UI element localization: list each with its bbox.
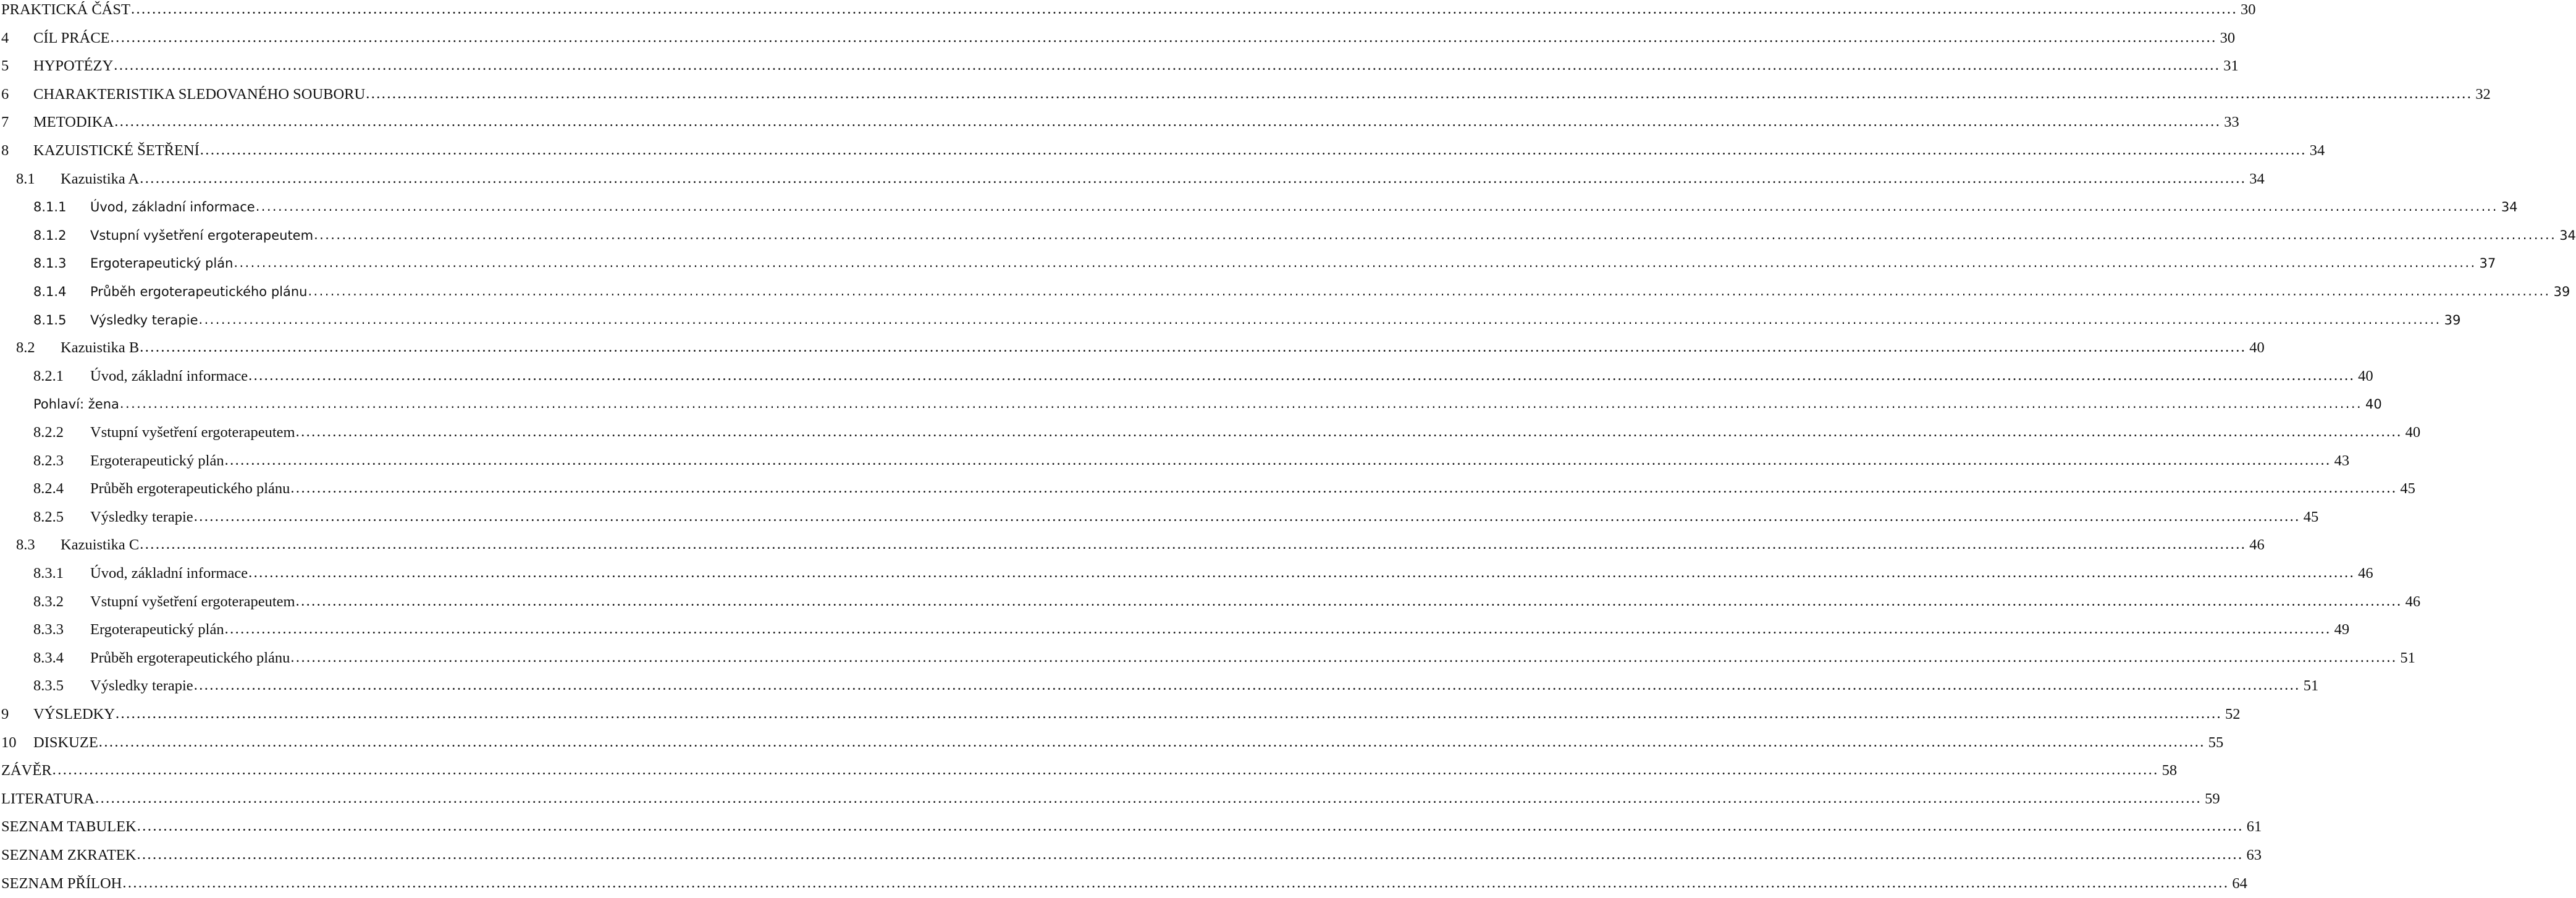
toc-leader-dots: ................................................................................................................................................................................................................................................................................................................................................................................................................ xyxy=(314,227,2557,242)
toc-leader-dots: ................................................................................................................................................................................................................................................................................................................................................................................................................ xyxy=(295,592,2402,609)
toc-entry[interactable] xyxy=(0,700,2241,729)
toc-leader-dots: ................................................................................................................................................................................................................................................................................................................................................................................................................ xyxy=(140,339,2247,356)
toc-entry-title: KAZUISTICKÉ ŠETŘENÍ xyxy=(33,137,200,165)
toc-leader-dots: ................................................................................................................................................................................................................................................................................................................................................................................................................ xyxy=(234,255,2477,271)
toc-leader-dots: ................................................................................................................................................................................................................................................................................................................................................................................................................ xyxy=(98,733,2205,750)
toc-leader-dots: ................................................................................................................................................................................................................................................................................................................................................................................................................ xyxy=(248,366,2355,384)
toc-entry-page-number: 46 xyxy=(2355,559,2373,588)
toc-entry[interactable] xyxy=(0,306,2461,334)
toc-entry[interactable] xyxy=(0,870,2247,898)
toc-entry-page-number: 31 xyxy=(2220,52,2239,80)
toc-entry[interactable] xyxy=(0,813,2262,841)
toc-entry-title: CÍL PRÁCE xyxy=(33,24,110,53)
toc-entry-number: 8.1.2 xyxy=(33,227,67,243)
toc-entry[interactable] xyxy=(0,475,2415,503)
toc-leader-dots: ................................................................................................................................................................................................................................................................................................................................................................................................................ xyxy=(114,57,2221,74)
toc-entry[interactable] xyxy=(0,531,2265,559)
toc-leader-dots: ................................................................................................................................................................................................................................................................................................................................................................................................................ xyxy=(308,284,2551,299)
toc-entry[interactable] xyxy=(0,672,2319,700)
toc-leader-dots: ................................................................................................................................................................................................................................................................................................................................................................................................................ xyxy=(295,423,2402,440)
toc-entry[interactable] xyxy=(0,447,2350,475)
toc-leader-dots: ................................................................................................................................................................................................................................................................................................................................................................................................................ xyxy=(110,28,2217,46)
toc-entry-title: Výsledky terapie xyxy=(90,306,198,334)
toc-entry-number: 8.1.3 xyxy=(33,256,67,271)
toc-entry-page-number: 30 xyxy=(2237,0,2256,24)
toc-entry-number: 5 xyxy=(1,57,9,75)
toc-entry-page-number: 40 xyxy=(2362,390,2382,418)
toc-entry-number: 8.3 xyxy=(16,536,35,554)
toc-leader-dots: ................................................................................................................................................................................................................................................................................................................................................................................................................ xyxy=(255,199,2498,214)
toc-entry[interactable] xyxy=(0,277,2570,306)
toc-entry[interactable] xyxy=(0,165,2265,193)
toc-entry-title: Ergoterapeutický plán xyxy=(90,616,224,644)
toc-entry-title: Ergoterapeutický plán xyxy=(90,249,233,277)
toc-leader-dots: ................................................................................................................................................................................................................................................................................................................................................................................................................ xyxy=(193,507,2300,525)
toc-entry-title: ZÁVĚR xyxy=(1,756,52,785)
toc-leader-dots: ................................................................................................................................................................................................................................................................................................................................................................................................................ xyxy=(137,846,2244,863)
toc-entry-title: PRAKTICKÁ ČÁST xyxy=(1,0,130,24)
toc-entry-number: 8.1.1 xyxy=(33,200,67,215)
toc-entry-page-number: 61 xyxy=(2244,813,2262,841)
toc-entry-page-number: 55 xyxy=(2205,729,2224,757)
toc-entry-number: 8.2.2 xyxy=(33,424,64,441)
toc-entry-page-number: 49 xyxy=(2331,616,2350,644)
toc-entry[interactable] xyxy=(0,644,2415,672)
toc-entry-title: Vstupní vyšetření ergoterapeutem xyxy=(90,588,295,616)
toc-entry[interactable] xyxy=(0,559,2373,588)
toc-entry-title: Vstupní vyšetření ergoterapeutem xyxy=(90,418,295,447)
toc-entry-page-number: 45 xyxy=(2397,475,2415,503)
toc-entry-page-number: 33 xyxy=(2221,108,2239,137)
toc-entry-title: Pohlaví: žena xyxy=(33,390,119,418)
toc-leader-dots: ................................................................................................................................................................................................................................................................................................................................................................................................................ xyxy=(140,536,2247,553)
toc-entry-page-number: 39 xyxy=(2551,277,2570,306)
toc-entry-number: 8.3.3 xyxy=(33,621,64,638)
toc-entry-page-number: 52 xyxy=(2222,700,2241,729)
toc-entry[interactable] xyxy=(0,334,2265,362)
toc-entry-page-number: 39 xyxy=(2441,306,2461,334)
toc-entry-page-number: 34 xyxy=(2498,193,2518,221)
toc-entry-number: 8.2.1 xyxy=(33,367,64,384)
toc-entry[interactable] xyxy=(0,193,2518,221)
toc-entry-title: LITERATURA xyxy=(1,785,95,813)
toc-entry-title: Úvod, základní informace xyxy=(90,559,248,588)
toc-entry[interactable] xyxy=(0,390,2382,418)
toc-entry-title: SEZNAM TABULEK xyxy=(1,813,137,841)
toc-entry-title: Úvod, základní informace xyxy=(90,193,255,221)
toc-entry-number: 6 xyxy=(1,85,9,103)
toc-leader-dots: ................................................................................................................................................................................................................................................................................................................................................................................................................ xyxy=(116,705,2223,722)
toc-entry[interactable] xyxy=(0,249,2496,277)
toc-entry-title: Průběh ergoterapeutického plánu xyxy=(90,277,307,306)
toc-entry[interactable] xyxy=(0,841,2262,870)
toc-entry-title: SEZNAM PŘÍLOH xyxy=(1,870,122,898)
toc-leader-dots: ................................................................................................................................................................................................................................................................................................................................................................................................................ xyxy=(193,677,2300,694)
toc-leader-dots: ................................................................................................................................................................................................................................................................................................................................................................................................................ xyxy=(290,480,2397,497)
toc-entry-title: Kazuistika A xyxy=(61,165,139,193)
toc-entry-title: Průběh ergoterapeutického plánu xyxy=(90,644,290,672)
toc-entry-number: 8.2.4 xyxy=(33,480,64,498)
toc-entry-page-number: 32 xyxy=(2472,80,2491,109)
toc-entry[interactable] xyxy=(0,588,2421,616)
toc-entry-title: VÝSLEDKY xyxy=(33,700,115,729)
toc-entry-page-number: 51 xyxy=(2397,644,2415,672)
toc-leader-dots: ................................................................................................................................................................................................................................................................................................................................................................................................................ xyxy=(119,396,2363,412)
toc-entry-number: 8.3.1 xyxy=(33,565,64,582)
toc-entry-title: Výsledky terapie xyxy=(90,672,193,700)
toc-entry[interactable] xyxy=(0,221,2576,250)
toc-entry-title: Výsledky terapie xyxy=(90,503,193,532)
toc-entry-title: CHARAKTERISTIKA SLEDOVANÉHO SOUBORU xyxy=(33,80,365,109)
toc-entry-title: DISKUZE xyxy=(33,729,98,757)
toc-entry-number: 8.1.5 xyxy=(33,312,67,328)
toc-entry[interactable] xyxy=(0,729,2224,757)
toc-entry-page-number: 30 xyxy=(2217,24,2236,53)
toc-entry[interactable] xyxy=(0,362,2373,391)
toc-entry-title: Kazuistika B xyxy=(61,334,139,362)
toc-entry-number: 8 xyxy=(1,142,9,159)
toc-leader-dots: ................................................................................................................................................................................................................................................................................................................................................................................................................ xyxy=(130,1,2237,17)
toc-entry-page-number: 46 xyxy=(2402,588,2421,616)
toc-leader-dots: ................................................................................................................................................................................................................................................................................................................................................................................................................ xyxy=(248,564,2355,581)
toc-entry[interactable] xyxy=(0,52,2239,80)
toc-entry-page-number: 51 xyxy=(2300,672,2319,700)
toc-leader-dots: ................................................................................................................................................................................................................................................................................................................................................................................................................ xyxy=(224,621,2331,638)
toc-entry-title: SEZNAM ZKRATEK xyxy=(1,841,136,870)
toc-entry-page-number: 34 xyxy=(2556,221,2576,250)
toc-entry[interactable] xyxy=(0,24,2236,53)
toc-entry-number: 10 xyxy=(1,734,17,751)
toc-leader-dots: ................................................................................................................................................................................................................................................................................................................................................................................................................ xyxy=(137,818,2244,835)
toc-entry-number: 8.2.3 xyxy=(33,452,64,469)
toc-entry-title: Průběh ergoterapeutického plánu xyxy=(90,475,290,503)
toc-leader-dots: ................................................................................................................................................................................................................................................................................................................................................................................................................ xyxy=(200,142,2307,158)
toc-entry-page-number: 40 xyxy=(2246,334,2265,362)
toc-leader-dots: ................................................................................................................................................................................................................................................................................................................................................................................................................ xyxy=(140,169,2247,187)
toc-leader-dots: ................................................................................................................................................................................................................................................................................................................................................................................................................ xyxy=(95,789,2202,807)
toc-entry-title: Ergoterapeutický plán xyxy=(90,447,224,475)
toc-entry-page-number: 63 xyxy=(2243,841,2262,870)
toc-entry-number: 7 xyxy=(1,114,9,131)
toc-entry-page-number: 64 xyxy=(2229,870,2247,898)
toc-entry-page-number: 34 xyxy=(2246,165,2265,193)
toc-entry-number: 8.3.4 xyxy=(33,649,64,666)
toc-entry-page-number: 45 xyxy=(2300,503,2319,532)
toc-leader-dots: ................................................................................................................................................................................................................................................................................................................................................................................................................ xyxy=(122,874,2229,891)
toc-entry[interactable] xyxy=(0,108,2239,137)
toc-entry-number: 8.3.5 xyxy=(33,677,64,695)
toc-entry-number: 9 xyxy=(1,706,9,722)
toc-leader-dots: ................................................................................................................................................................................................................................................................................................................................................................................................................ xyxy=(224,451,2331,468)
toc-entry[interactable] xyxy=(0,80,2491,109)
toc-entry[interactable] xyxy=(0,616,2350,644)
toc-entry[interactable] xyxy=(0,0,2256,24)
toc-entry-number: 8.1 xyxy=(16,170,35,187)
toc-entry-title: Kazuistika C xyxy=(61,531,139,559)
toc-entry[interactable] xyxy=(0,137,2325,165)
toc-entry[interactable] xyxy=(0,785,2220,813)
toc-entry[interactable] xyxy=(0,418,2421,447)
toc-entry-page-number: 37 xyxy=(2477,249,2496,277)
toc-leader-dots: ................................................................................................................................................................................................................................................................................................................................................................................................................ xyxy=(290,648,2397,666)
toc-entry-page-number: 58 xyxy=(2159,756,2178,785)
toc-entry-page-number: 40 xyxy=(2402,418,2421,447)
toc-entry-title: Úvod, základní informace xyxy=(90,362,248,391)
toc-leader-dots: ................................................................................................................................................................................................................................................................................................................................................................................................................ xyxy=(198,311,2441,327)
toc-entry[interactable] xyxy=(0,503,2319,532)
toc-entry-page-number: 59 xyxy=(2202,785,2220,813)
toc-entry-title: Vstupní vyšetření ergoterapeutem xyxy=(90,221,313,250)
toc-entry-page-number: 46 xyxy=(2246,531,2265,559)
toc-leader-dots: ................................................................................................................................................................................................................................................................................................................................................................................................................ xyxy=(114,113,2221,130)
toc-entry-page-number: 40 xyxy=(2355,362,2373,391)
toc-leader-dots: ................................................................................................................................................................................................................................................................................................................................................................................................................ xyxy=(366,85,2473,102)
toc-entry-title: METODIKA xyxy=(33,108,114,137)
toc-entry-number: 8.1.4 xyxy=(33,284,67,299)
toc-entry-number: 8.2.5 xyxy=(33,508,64,525)
toc-entry-page-number: 43 xyxy=(2331,447,2350,475)
toc-entry-number: 4 xyxy=(1,29,9,46)
toc-entry-number: 8.2 xyxy=(16,339,35,357)
toc-entry-page-number: 34 xyxy=(2307,137,2325,165)
toc-entry[interactable] xyxy=(0,756,2178,785)
toc-entry-title: HYPOTÉZY xyxy=(33,52,113,80)
toc-entry-number: 8.3.2 xyxy=(33,593,64,610)
toc-leader-dots: ................................................................................................................................................................................................................................................................................................................................................................................................................ xyxy=(52,761,2159,779)
